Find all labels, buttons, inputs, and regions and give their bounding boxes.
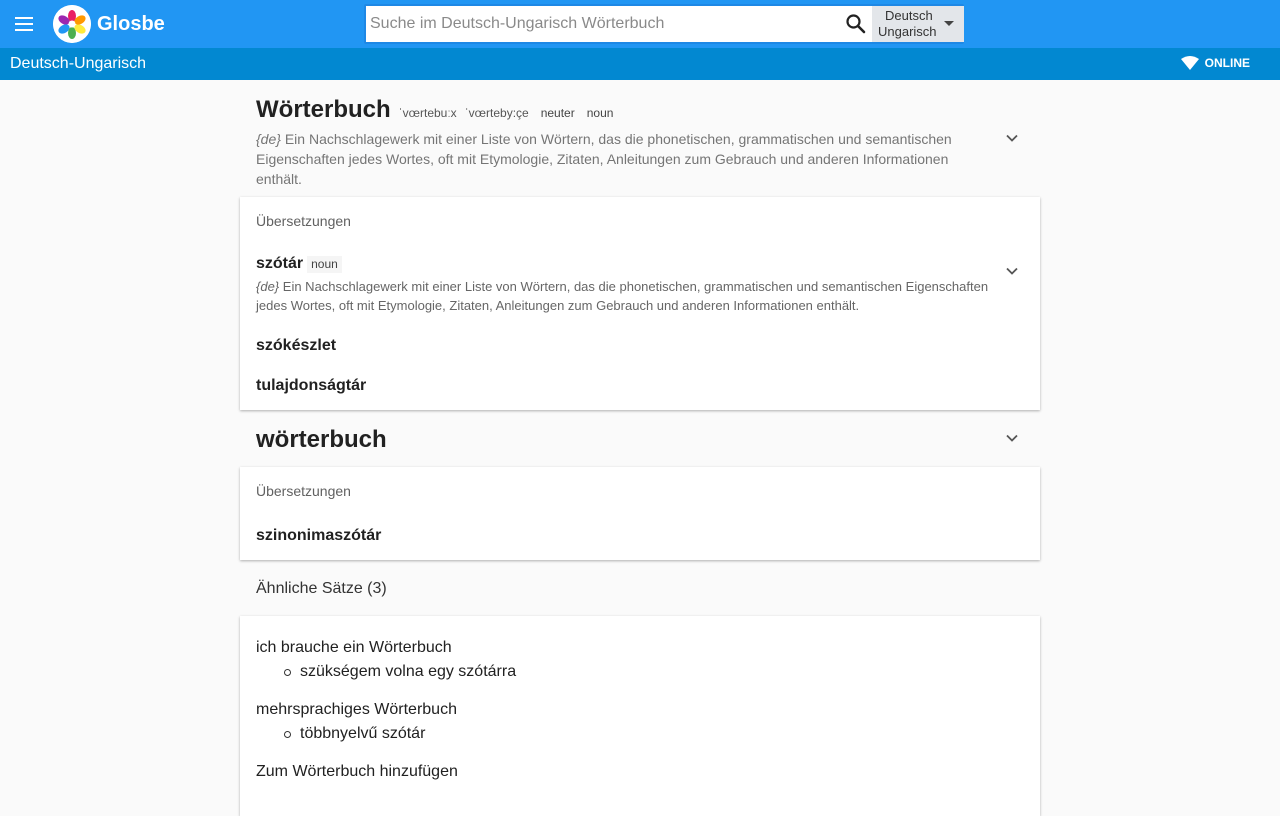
- language-bar: [0, 48, 1280, 80]
- gender-tag: neuter: [540, 106, 575, 120]
- sentence-translation-text: többnyelvű szótár: [300, 725, 426, 742]
- translation-word-row: [256, 255, 1024, 273]
- similar-sentences-title: Ähnliche Sätze (3): [256, 580, 387, 597]
- definition-lang: {de}: [256, 131, 281, 147]
- entry-title-row: [256, 426, 1024, 454]
- online-status: [1181, 56, 1250, 70]
- translation-word[interactable]: szótár: [256, 255, 304, 272]
- translations-card: [240, 197, 1040, 410]
- language-pair-select[interactable]: [872, 6, 964, 42]
- logo[interactable]: [53, 5, 165, 43]
- sentence-translation: [284, 724, 1024, 744]
- translation-item[interactable]: [240, 235, 1040, 315]
- sentence-item: [256, 700, 1024, 744]
- chevron-down-icon[interactable]: [1006, 265, 1018, 277]
- definition-lang: {de}: [256, 279, 280, 294]
- entry-header: [240, 80, 1040, 197]
- translations-label: Übersetzungen: [256, 213, 351, 229]
- translations-label: Übersetzungen: [256, 483, 351, 499]
- translations-card: [240, 467, 1040, 560]
- translation-word[interactable]: szókészlet: [256, 337, 337, 354]
- entry-definition: [256, 129, 976, 189]
- top-app-bar: [0, 0, 1280, 48]
- sentence-item: [256, 638, 1024, 682]
- lang-target: Ungarisch: [878, 24, 937, 39]
- entry-title-row: [256, 96, 1024, 124]
- translation-word[interactable]: tulajdonságtár: [256, 377, 367, 394]
- definition-text: Ein Nachschlagewerk mit einer Liste von Wörtern, das die phonetischen, grammatischen und semantischen Eigenschaften jedes Wortes, oft mit Etymologie, Zitaten, Anleitungen zum Gebrauch und anderen Informationen enthält.: [256, 279, 989, 313]
- sentence-translation-text: szükségem volna egy szótárra: [300, 663, 517, 680]
- pronunciation[interactable]: ˈvœrteby:çe: [464, 106, 529, 120]
- pronunciation[interactable]: ˈvœrtebuːx: [398, 106, 457, 120]
- entry-word: Wörterbuch: [256, 96, 391, 123]
- translation-definition: [256, 277, 996, 315]
- bullet-icon: [284, 731, 291, 738]
- sentence-translation: [284, 662, 1024, 682]
- menu-icon[interactable]: [12, 12, 36, 36]
- sentence-source: ich brauche ein Wörterbuch: [256, 639, 452, 656]
- lang-source: Deutsch: [885, 8, 933, 23]
- bullet-icon: [284, 669, 291, 676]
- main-content: [240, 80, 1040, 816]
- search-input[interactable]: [370, 6, 836, 42]
- wifi-icon: [1181, 56, 1199, 70]
- caret-down-icon: [944, 21, 954, 26]
- language-pair-title: Deutsch-Ungarisch: [10, 55, 147, 72]
- translation-word[interactable]: szinonimaszótár: [256, 527, 382, 544]
- pos-tag: noun: [307, 256, 342, 273]
- pos-tag: noun: [586, 106, 614, 120]
- logo-text: Glosbe: [97, 12, 165, 35]
- similar-sentences-card: [240, 616, 1040, 816]
- sentence-item: [256, 762, 1024, 782]
- sentence-source: mehrsprachiges Wörterbuch: [256, 701, 457, 718]
- chevron-down-icon[interactable]: [1006, 132, 1018, 144]
- sentence-source: Zum Wörterbuch hinzufügen: [256, 763, 458, 780]
- definition-text: Ein Nachschlagewerk mit einer Liste von Wörtern, das die phonetischen, grammatischen und semantischen Eigenschaften jedes Wortes, oft mit Etymologie, Zitaten, Anleitungen zum Gebrauch und anderen Informationen enthält.: [256, 131, 952, 187]
- search-box: [364, 4, 964, 44]
- entry-word: wörterbuch: [256, 426, 387, 453]
- chevron-down-icon[interactable]: [1006, 432, 1018, 444]
- glosbe-logo-icon: [53, 5, 91, 43]
- search-icon[interactable]: [844, 12, 868, 36]
- online-status-label: ONLINE: [1204, 56, 1250, 70]
- entry-header: [240, 410, 1040, 467]
